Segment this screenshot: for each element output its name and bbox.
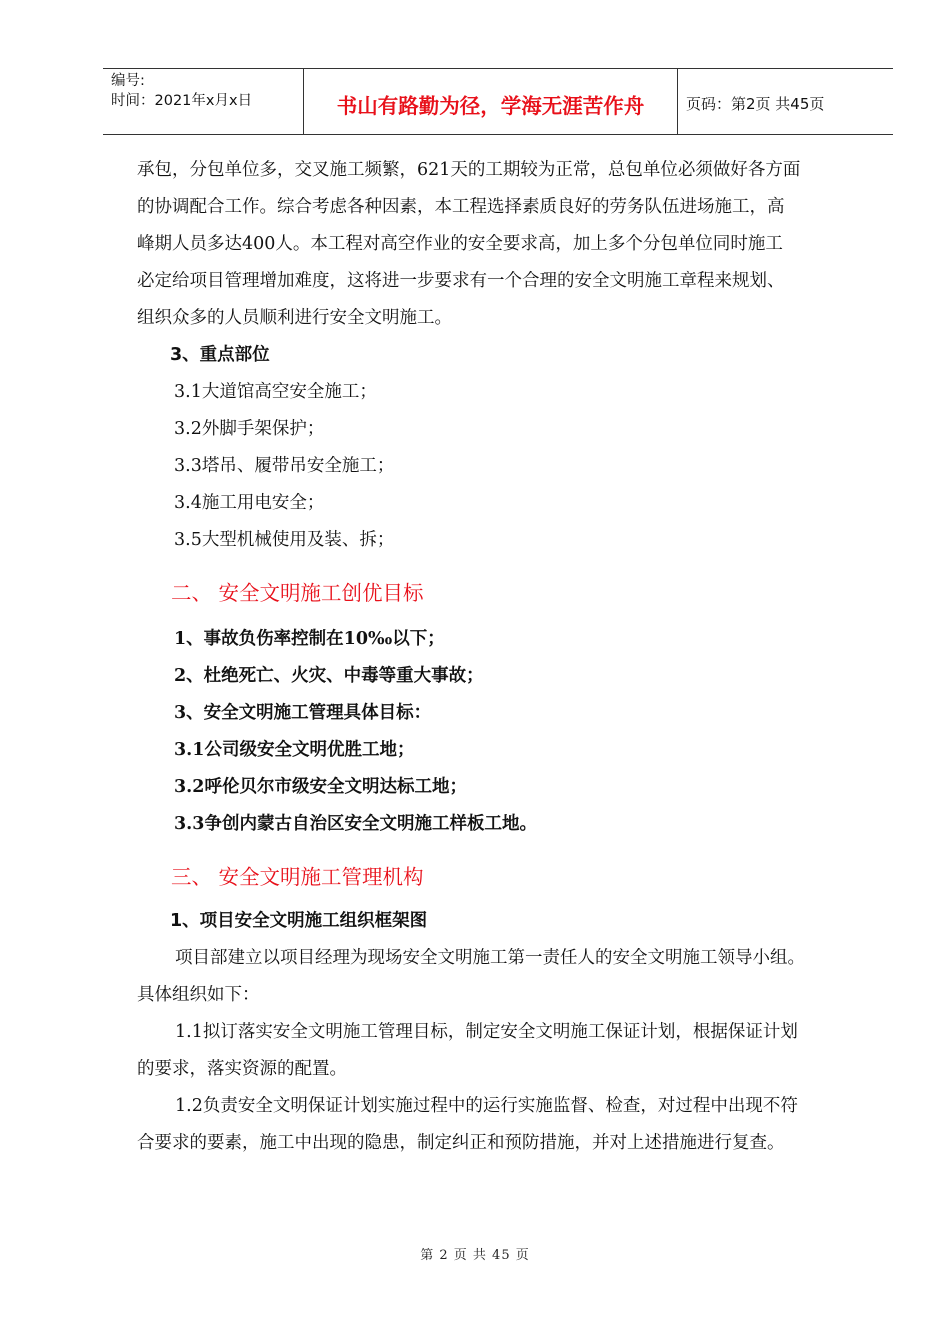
goal-item: 3.2呼伦贝尔市级安全文明达标工地； bbox=[174, 777, 467, 797]
org-heading: 1、项目安全文明施工组织框架图 bbox=[170, 911, 428, 931]
list-item: 3.5大型机械使用及装、拆； bbox=[174, 530, 395, 550]
text-line: 具体组织如下： bbox=[137, 985, 260, 1005]
text-line: 1.1拟订落实安全文明施工管理目标，制定安全文明施工保证计划，根据保证计划 bbox=[175, 1022, 798, 1042]
list-item: 3.4施工用电安全； bbox=[174, 493, 325, 513]
goal-item: 2、杜绝死亡、火灾、中毒等重大事故； bbox=[174, 666, 484, 686]
text-line: 必定给项目管理增加难度，这将进一步要求有一个合理的安全文明施工章程来规划、 bbox=[137, 271, 785, 291]
text-line: 峰期人员多达400人。本工程对高空作业的安全要求高，加上多个分包单位同时施工 bbox=[137, 234, 783, 254]
goal-item: 3.1公司级安全文明优胜工地； bbox=[174, 740, 415, 760]
document-number-label: 编号: bbox=[111, 73, 145, 89]
page-header bbox=[103, 68, 893, 135]
header-page-info: 页码：第2页 共45页 bbox=[686, 95, 825, 113]
text-line: 承包，分包单位多，交叉施工频繁，621天的工期较为正常，总包单位必须做好各方面 bbox=[137, 160, 801, 180]
text-line: 合要求的要素，施工中出现的隐患，制定纠正和预防措施，并对上述措施进行复查。 bbox=[137, 1133, 785, 1153]
key-parts-heading: 3、重点部位 bbox=[170, 345, 270, 365]
goal-item: 3、安全文明施工管理具体目标： bbox=[174, 703, 432, 723]
text-line: 1.2负责安全文明保证计划实施过程中的运行实施监督、检查，对过程中出现不符 bbox=[175, 1096, 798, 1116]
page-footer: 第 2 页 共 45 页 bbox=[420, 1248, 530, 1263]
text-line: 的协调配合工作。综合考虑各种因素，本工程选择素质良好的劳务队伍进场施工，高 bbox=[137, 197, 785, 217]
text-line: 的要求，落实资源的配置。 bbox=[137, 1059, 347, 1079]
list-item: 3.3塔吊、履带吊安全施工； bbox=[174, 456, 395, 476]
section-2-title: 二、 安全文明施工创优目标 bbox=[171, 581, 424, 605]
document-body bbox=[137, 152, 862, 1162]
section-3-title: 三、 安全文明施工管理机构 bbox=[171, 865, 424, 889]
goal-item: 1、事故负伤率控制在10‰以下； bbox=[174, 629, 445, 649]
text-line: 组织众多的人员顺利进行安全文明施工。 bbox=[137, 308, 452, 328]
document-time-label: 时间：2021年x月x日 bbox=[111, 93, 253, 109]
list-item: 3.2外脚手架保护； bbox=[174, 419, 325, 439]
text-line: 项目部建立以项目经理为现场安全文明施工第一责任人的安全文明施工领导小组。 bbox=[175, 948, 805, 968]
intro-paragraph bbox=[137, 152, 862, 337]
header-meta bbox=[103, 69, 304, 134]
list-item: 3.1大道馆高空安全施工； bbox=[174, 382, 377, 402]
goal-item: 3.3争创内蒙古自治区安全文明施工样板工地。 bbox=[174, 814, 537, 834]
header-motto: 书山有路勤为径，学海无涯苦作舟 bbox=[304, 69, 678, 134]
